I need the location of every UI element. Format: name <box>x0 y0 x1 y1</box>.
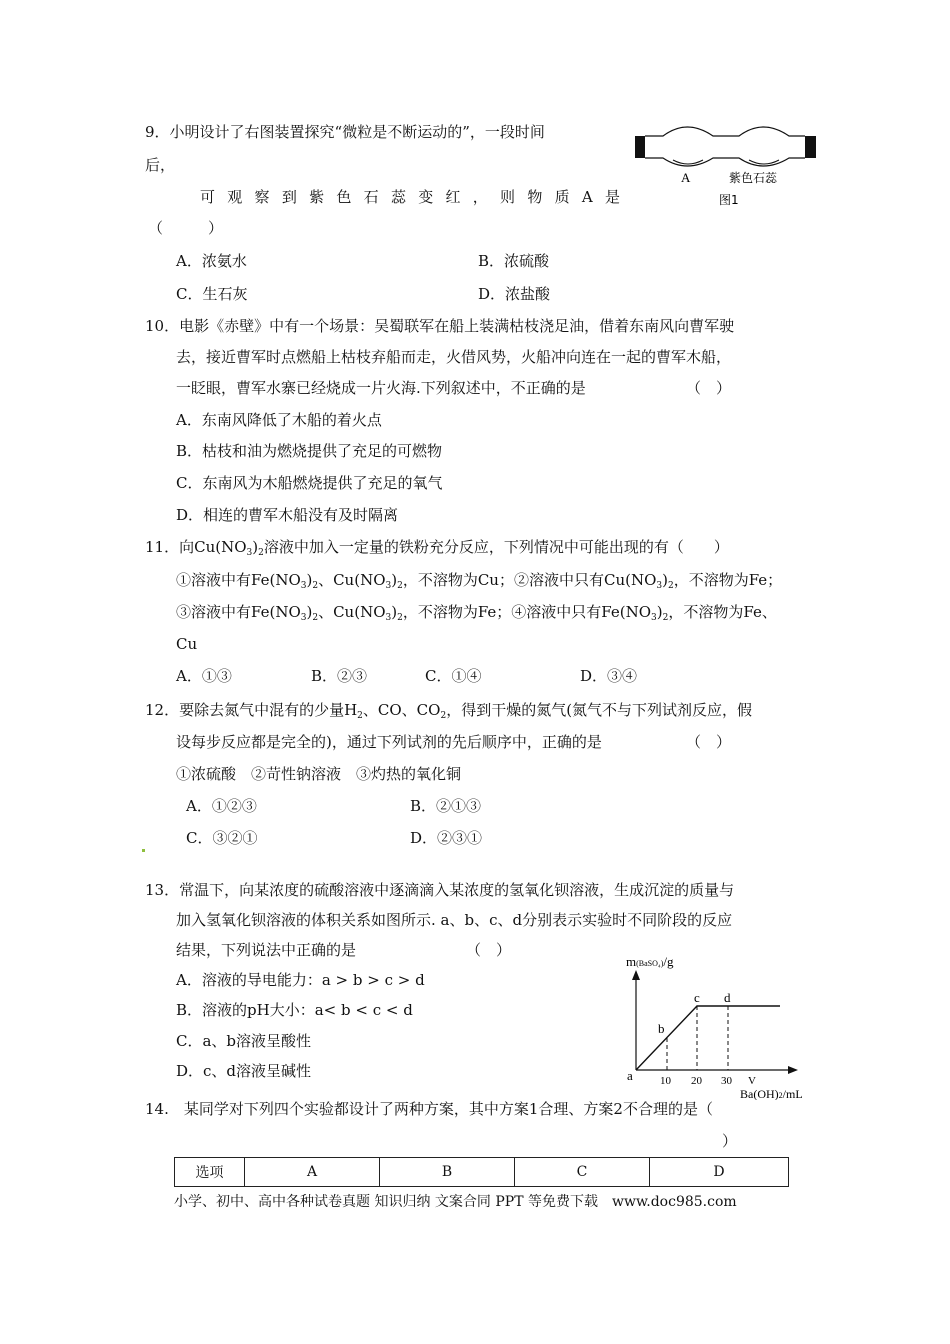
q9-option-b: B．浓硫酸 <box>478 252 550 270</box>
litmus-liquid <box>749 160 779 164</box>
q12-option-c: C．③②① <box>186 829 258 847</box>
q9-line1: 9．小明设计了右图装置探究“微粒是不断运动的”，一段时间 <box>145 123 545 141</box>
q10-option-a: A．东南风降低了木船的着火点 <box>176 411 382 429</box>
graph-x-arrow <box>788 1066 798 1074</box>
table-header-cell: D <box>650 1158 789 1187</box>
q13-line3: 结果，下列说法中正确的是 <box>176 941 357 959</box>
q14-options-table <box>174 1157 789 1187</box>
stray-mark <box>142 849 145 852</box>
table-header-cell: 选项 <box>175 1158 245 1187</box>
tick-30: 30 <box>721 1075 732 1087</box>
q9-apparatus-figure <box>633 122 818 212</box>
point-c: c <box>694 990 700 1005</box>
q11-option-d: D．③④ <box>580 667 638 685</box>
q9-option-c: C．生石灰 <box>176 285 248 303</box>
q10-option-c: C．东南风为木船燃烧提供了充足的氧气 <box>176 474 443 492</box>
tube-bottom <box>645 158 805 166</box>
q13-option-d: D．c、d溶液呈碱性 <box>176 1062 312 1080</box>
q13-precipitate-graph <box>620 950 820 1100</box>
q11-line4: Cu <box>176 635 198 653</box>
graph-ylabel: m(BaSO₄)/g <box>626 954 674 969</box>
tube-top <box>645 127 805 136</box>
q11-option-a: A．①③ <box>176 667 232 685</box>
tick-10: 10 <box>660 1075 671 1087</box>
footer-text: 小学、初中、高中各种试卷真题 知识归纳 文案合同 PPT 等免费下载 www.doc985.com <box>174 1194 737 1210</box>
tick-20: 20 <box>691 1075 702 1087</box>
substance-a-liquid <box>673 160 703 164</box>
left-stopper <box>635 136 645 158</box>
point-b: b <box>658 1021 665 1036</box>
q12-option-a: A．①②③ <box>186 797 257 815</box>
q10-line1: 10．电影《赤壁》中有一个场景：吴蜀联军在船上装满枯枝浇足油，借着东南风向曹军驶 <box>145 317 735 335</box>
q12-reagents: ①浓硫酸 ②苛性钠溶液 ③灼热的氧化铜 <box>176 765 462 783</box>
q13-option-a: A．溶液的导电能力：a > b > c > d <box>176 971 425 989</box>
q12-line1: 12．要除去氮气中混有的少量$H_2$、CO、$CO_2$，得到干燥的氮气(氮气不与下列试剂反应，假 <box>145 701 753 721</box>
q11-option-b: B．②③ <box>311 667 368 685</box>
table-header-row <box>175 1158 789 1187</box>
q9-line2: 后， <box>145 156 176 174</box>
q10-paren: （ ） <box>686 379 732 397</box>
figure-caption: 图1 <box>719 193 739 207</box>
label-a: A <box>681 170 691 185</box>
q11-line3: ③溶液中有$Fe(NO_3)_2$、$Cu(NO_3)_2$，不溶物为Fe；④溶液中只有$Fe(NO_3)_2$，不溶物为Fe、 <box>176 603 777 623</box>
q11-line2: ①溶液中有$Fe(NO_3)_2$、$Cu(NO_3)_2$，不溶物为Cu；②溶液中只有$Cu(NO_3)_2$，不溶物为Fe； <box>176 571 783 591</box>
graph-xlabel: Ba(OH)2/mL <box>740 1087 803 1100</box>
q9-line3: 可观察到紫色石蕊变红，则物质A是 <box>200 188 620 206</box>
q13-line1: 13．常温下，向某浓度的硫酸溶液中逐滴滴入某浓度的氢氧化钡溶液，生成沉淀的质量与 <box>145 881 735 899</box>
q13-line2: 加入氢氧化钡溶液的体积关系如图所示. a、b、c、d分别表示实验时不同阶段的反应 <box>176 911 733 929</box>
label-litmus: 紫色石蕊 <box>729 171 778 185</box>
q12-paren: （ ） <box>686 733 732 751</box>
q10-option-d: D．相连的曹军木船没有及时隔离 <box>176 506 399 524</box>
point-a: a <box>627 1068 633 1083</box>
q9-option-d: D．浓盐酸 <box>478 285 551 303</box>
graph-y-arrow <box>632 970 640 980</box>
q9-paren: （ ） <box>148 219 224 237</box>
right-stopper <box>805 136 816 158</box>
table-header-cell: B <box>380 1158 515 1187</box>
q13-option-c: C．a、b溶液呈酸性 <box>176 1032 312 1050</box>
q13-option-b: B．溶液的pH大小：a< b < c < d <box>176 1001 413 1019</box>
q11-line1: 11．向$Cu(NO_3)_2$溶液中加入一定量的铁粉充分反应，下列情况中可能出现的有（ ） <box>145 538 729 558</box>
axis-letter-v: V <box>748 1075 756 1087</box>
q11-option-c: C．①④ <box>425 667 482 685</box>
q13-paren: （ ） <box>466 941 512 959</box>
q10-line2: 去，接近曹军时点燃船上枯枝弃船而走，火借风势，火船冲向连在一起的曹军木船， <box>176 348 732 366</box>
q12-line2: 设每步反应都是完全的)，通过下列试剂的先后顺序中，正确的是 <box>176 733 602 751</box>
q10-option-b: B．枯枝和油为燃烧提供了充足的可燃物 <box>176 442 443 460</box>
table-header-cell: A <box>245 1158 380 1187</box>
point-d: d <box>724 990 731 1005</box>
q10-line3: 一眨眼，曹军水寨已经烧成一片火海.下列叙述中，不正确的是 <box>176 379 586 397</box>
q14-line2: ） <box>722 1132 738 1150</box>
table-header-cell: C <box>515 1158 650 1187</box>
q12-option-d: D．②③① <box>410 829 483 847</box>
q9-option-a: A．浓氨水 <box>176 252 247 270</box>
q14-line1: 14. 某同学对下列四个实验都设计了两种方案，其中方案1合理、方案2不合理的是（ <box>145 1100 713 1118</box>
q12-option-b: B．②①③ <box>410 797 482 815</box>
graph-curve <box>636 1006 780 1070</box>
